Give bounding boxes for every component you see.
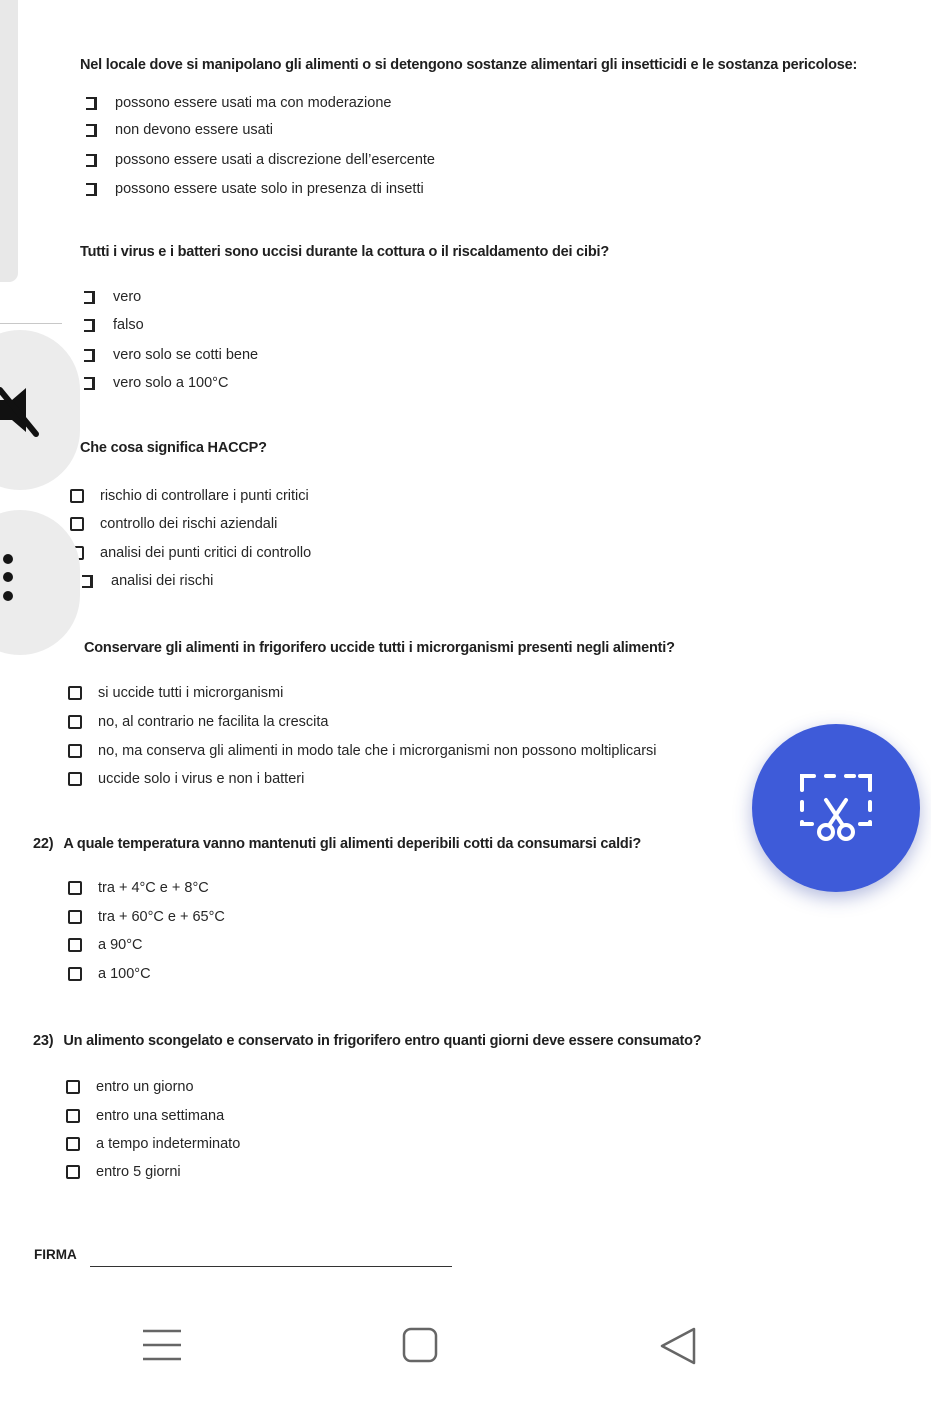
question-2-option-2[interactable]: falso [84,317,144,333]
scissors-crop-icon [752,724,920,892]
question-4-option-4[interactable]: uccide solo i virus e non i batteri [68,771,304,787]
vertical-dots-icon [3,591,13,601]
checkbox-icon[interactable] [84,377,95,390]
question-4-option-3[interactable]: no, ma conserva gli alimenti in modo tale che i microrganismi non possono moltiplicarsi [68,743,657,759]
checkbox-icon[interactable] [84,291,95,304]
vertical-dots-icon [3,572,13,582]
question-3-option-1[interactable]: rischio di controllare i punti critici [70,488,309,504]
checkbox-icon[interactable] [66,1165,80,1179]
checkbox-icon[interactable] [86,124,97,137]
signature-label: FIRMA [34,1247,77,1262]
checkbox-icon[interactable] [84,349,95,362]
home-button[interactable] [380,1320,460,1370]
question-22-option-1[interactable]: tra + 4°C e + 8°C [68,880,209,896]
checkbox-icon[interactable] [68,910,82,924]
question-4-text: Conservare gli alimenti in frigorifero uccide tutti i microrganismi presenti negli alimenti? [84,640,675,656]
question-4-option-1[interactable]: si uccide tutti i microrganismi [68,685,283,701]
edge-divider [0,323,62,324]
question-23-text: 23) Un alimento scongelato e conservato in frigorifero entro quanti giorni deve essere consumato? [33,1033,702,1049]
question-22-option-4[interactable]: a 100°C [68,966,151,982]
question-3-option-2[interactable]: controllo dei rischi aziendali [70,516,277,532]
question-2-option-3[interactable]: vero solo se cotti bene [84,347,258,363]
back-button[interactable] [640,1320,720,1370]
checkbox-icon[interactable] [68,967,82,981]
checkbox-icon[interactable] [68,772,82,786]
question-23-option-3[interactable]: a tempo indeterminato [66,1136,240,1152]
question-1-text: Nel locale dove si manipolano gli alimenti o si detengono sostanze alimentari gli insetticidi e le sostanza pericolose: [80,57,858,73]
checkbox-icon[interactable] [86,154,97,167]
question-1-option-1[interactable]: possono essere usati ma con moderazione [86,95,391,111]
checkbox-icon[interactable] [68,881,82,895]
home-icon [380,1320,460,1370]
question-23-option-2[interactable]: entro una settimana [66,1108,224,1124]
checkbox-icon[interactable] [70,489,84,503]
navigation-bar [0,1300,931,1413]
question-23-option-1[interactable]: entro un giorno [66,1079,194,1095]
question-23-option-4[interactable]: entro 5 giorni [66,1164,181,1180]
vertical-dots-icon [3,554,13,564]
checkbox-icon[interactable] [86,97,97,110]
question-3-option-3[interactable]: analisi dei punti critici di controllo [70,545,311,561]
question-4-option-2[interactable]: no, al contrario ne facilita la crescita [68,714,329,730]
checkbox-icon[interactable] [68,938,82,952]
question-3-option-4[interactable]: analisi dei rischi [82,573,213,589]
question-1-option-2[interactable]: non devono essere usati [86,122,273,138]
recent-apps-icon [122,1320,202,1370]
question-2-option-4[interactable]: vero solo a 100°C [84,375,228,391]
question-22-option-3[interactable]: a 90°C [68,937,143,953]
checkbox-icon[interactable] [66,1109,80,1123]
question-2-text: Tutti i virus e i batteri sono uccisi durante la cottura o il riscaldamento dei cibi? [80,244,610,260]
checkbox-icon[interactable] [70,517,84,531]
question-2-option-1[interactable]: vero [84,289,141,305]
checkbox-icon[interactable] [68,686,82,700]
question-1-option-4[interactable]: possono essere usate solo in presenza di insetti [86,181,424,197]
signature-line [90,1266,452,1267]
checkbox-icon[interactable] [84,319,95,332]
screenshot-crop-button[interactable] [752,724,920,892]
question-1-option-3[interactable]: possono essere usati a discrezione dell’esercente [86,152,435,168]
back-icon [640,1320,720,1370]
mute-button[interactable] [0,330,80,490]
checkbox-icon[interactable] [82,575,93,588]
checkbox-icon[interactable] [86,183,97,196]
question-22-option-2[interactable]: tra + 60°C e + 65°C [68,909,225,925]
checkbox-icon[interactable] [68,715,82,729]
recent-apps-button[interactable] [122,1320,202,1370]
speaker-muted-icon [0,330,80,490]
edge-panel-handle[interactable] [0,0,18,282]
checkbox-icon[interactable] [66,1080,80,1094]
checkbox-icon[interactable] [68,744,82,758]
question-3-text: Che cosa significa HACCP? [80,440,267,456]
question-22-text: 22) A quale temperatura vanno mantenuti gli alimenti deperibili cotti da consumarsi caldi? [33,836,642,852]
checkbox-icon[interactable] [66,1137,80,1151]
